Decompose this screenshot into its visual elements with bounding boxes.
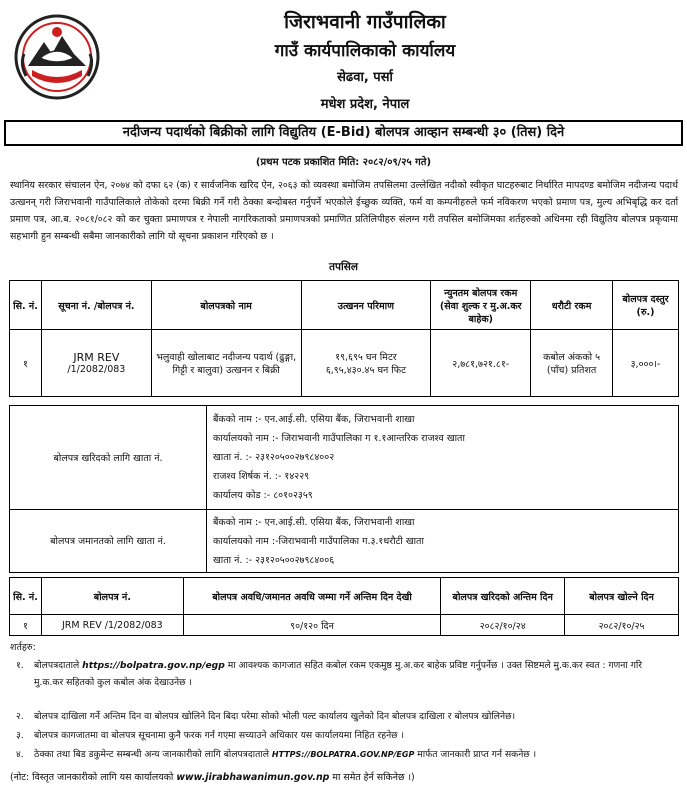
header-cell: बोलपत्र दस्तुर (रु.): [613, 281, 679, 330]
header-cell: बोलपत्र खोल्ने दिन: [565, 578, 679, 615]
bid-dates-table: [9, 577, 679, 636]
term-text: बोलपत्र कागजातमा वा बोलपत्र सूचनामा कुनै फरक गर्न गएमा सच्याउने अधिकार यस कार्यालयमा निहित रहनेछ ।: [34, 730, 405, 741]
term-text-pre: बोलपत्रदाताले: [34, 660, 83, 671]
footer-note: [10, 770, 678, 783]
term-number: ४.: [16, 749, 24, 760]
account-number: खाता नं. :- २३१२०५००२७९८४००२: [213, 452, 335, 463]
quantity-ft3: ६,९५,४३०.४५ घन फिट: [325, 365, 406, 376]
min-amount-cell: २,७८१,७२१.८१-: [431, 330, 531, 397]
header-cell: सूचना नं. /बोलपत्र नं.: [41, 281, 151, 330]
header-cell: न्युनतम बोलपत्र रकम (सेवा शुल्क र मु.अ.कर बाहेक): [431, 281, 531, 330]
deposit-cell: कबोल अंकको ५ (पाँच) प्रतिशत: [531, 330, 613, 397]
header-cell: बोलपत्र अवधि/जमानत अवधि जम्मा गर्ने अन्तिम दिन देखी: [183, 578, 441, 615]
notice-title-banner: नदीजन्य पदार्थको बिक्रीको लागि विद्युतिय (E-Bid) बोलपत्र आव्हान सम्बन्धी ३० (तिस) दिने: [4, 120, 683, 146]
province-country: मधेश प्रदेश, नेपाल: [320, 97, 410, 112]
office-code: कार्यालय कोड :- ८०१०२३५९: [213, 490, 313, 501]
deposit-account-row: [10, 509, 678, 572]
office-account-name: कार्यालयको नाम :-जिराभवानी गाउँपालिका ग.३.१धरौटी खाता: [213, 536, 424, 547]
revenue-heading-number: राजश्व शिर्षक नं. :- १४२२९: [213, 471, 310, 482]
header-cell: सि. नं.: [10, 578, 42, 615]
purchase-deadline-cell: २०८२/१०/२४: [441, 615, 565, 636]
intro-paragraph: स्थानिय सरकार संचालन ऐन, २०७४ को दफा ६२ (क) र सार्वजनिक खरिद ऐन, २०६३ को व्यवस्था बमोजिम तपसिलमा उल्लेखित नदीको स्वीकृत घाटहरुबाट निर्धारित मापदण्ड बमोजिम नदीजन्य पदार्थ उत्खनन् गरी जिराभवानी गाउँपालिकाले तोकेको दरमा बिक्री गर्ने गरी ठेक्का बन्दोबस्त गर्नुपर्ने भएकोले ईच्छुक व्यक्ति, फर्म वा कम्पनीहरुले फर्म नविकरण भएको प्रमाण पत्र, मुल्य अभिबृद्धि कर दर्ता प्रमाण पत्र, आ.ब. २०८१/०८२ को कर चुक्ता प्रमाणपत्र र नेपाली नागरिकताको प्रमाणपत्रको प्रमाणित प्रतिलिपीहरु संलग्न गरी तपसिल बमोजिमका शर्तहरुको अधिनमा रही विद्युतिय बोलपत्र प्रकृयामा सहभागी हुन सम्बन्धी सबैमा जानकारीको लागि यो सूचना प्रकाशन गरिएको छ ।: [10, 180, 678, 242]
office-account-name: कार्यालयको नाम :- जिराभवानी गाउँपालिका ग १.१आन्तरिक राजश्व खाता: [213, 433, 465, 444]
term-text-post: मार्फत जानकारी प्राप्त गर्न सकनेछ ।: [414, 749, 537, 760]
website-link[interactable]: www.jirabhawanimun.gov.np: [176, 772, 330, 783]
serial-cell: १: [10, 615, 42, 636]
egp-link[interactable]: https://bolpatra.gov.np/egp: [82, 660, 225, 671]
header-cell: बोलपत्र खरिदको अन्तिम दिन: [441, 578, 565, 615]
deposit-account-label: बोलपत्र जमानतको लागि खाता नं.: [10, 509, 207, 572]
schedule-heading: तपसिल: [329, 261, 358, 273]
account-number: खाता नं. :- २३१२०५००२७९८४००६: [213, 555, 335, 566]
municipality-name: जिराभवानी गाउँपालिका: [284, 11, 446, 33]
bid-number-cell: JRM REV /1/2082/083: [41, 615, 183, 636]
office-location: सेढवा, पर्सा: [337, 70, 393, 85]
term-text: [34, 746, 674, 763]
table-header-row: [10, 578, 679, 615]
fee-cell: ३,०००।-: [613, 330, 679, 397]
bid-name-cell: भलुवाही खोलाबाट नदीजन्य पदार्थ (ढुङ्गा, गिट्टी र बालुवा) उत्खनन र बिक्री: [151, 330, 301, 397]
purchase-account-details: [213, 410, 673, 505]
table-header-row: [10, 281, 679, 330]
bank-name: बैंकको नाम :- एन.आई.सी. एसिया बैंक, जिराभवानी शाखा: [213, 517, 415, 528]
quantity-cell: [301, 330, 431, 397]
term-text: बोलपत्र दाखिला गर्ने अन्तिम दिन वा बोलपत्र खोलिने दिन बिदा परेमा सोको भोली पल्ट कार्यालय खुलेको दिन बोलपत्र दाखिला र बोलपत्र खोलिनेछ।: [34, 711, 516, 722]
note-post: मा समेत हेर्न सकिनेछ ।): [329, 772, 415, 783]
deposit-account-details: [213, 513, 673, 570]
bid-details-table: [9, 280, 679, 397]
egp-link[interactable]: HTTPS://BOLPATRA.GOV.NP/EGP: [271, 750, 415, 759]
header-cell: धरौटी रकम: [531, 281, 613, 330]
letterhead: [0, 0, 687, 118]
term-number: ३.: [16, 730, 24, 741]
purchase-account-row: [10, 406, 678, 510]
header-cell: उत्खनन परिमाण: [301, 281, 431, 330]
header-cell: बोलपत्रको नाम: [151, 281, 301, 330]
bank-accounts-box: [9, 405, 679, 573]
validity-cell: ९०/१२० दिन: [183, 615, 441, 636]
term-text-post: मा आवश्यक कागजात सहित कबोल रकम एकमुष्ठ मु.अ.कर बाहेक प्रविष्ट गर्नुपर्नेछ । उक्त सिष्टमले मु.क.कर स्वत : गणना गरि मु.क.कर सहितको कुल कबोल अंक देखाउनेछ ।: [34, 660, 643, 688]
table-row: [10, 615, 679, 636]
term-number: २.: [16, 711, 24, 722]
header-cell: बोलपत्र नं.: [41, 578, 183, 615]
terms-heading: शर्तहरु:: [10, 642, 36, 653]
quantity-m3: १९,६९५ घन मिटर: [335, 352, 397, 363]
serial-cell: १: [10, 330, 42, 397]
office-name: गाउँ कार्यपालिकाको कार्यालय: [274, 41, 456, 61]
notice-number-b: /1/2082/083: [67, 364, 126, 375]
table-row: [10, 330, 679, 397]
purchase-account-label: बोलपत्र खरिदको लागि खाता नं.: [10, 406, 207, 509]
opening-date-cell: २०८२/१०/२५: [565, 615, 679, 636]
note-pre: (नोट: विस्तृत जानकारीको लागि यस कार्यालयको: [10, 772, 177, 783]
term-number: १.: [16, 660, 24, 671]
notice-number-cell: [41, 330, 151, 397]
nepal-emblem-icon: [14, 14, 100, 100]
header-cell: सि. नं.: [10, 281, 42, 330]
bank-name: बैंकको नाम :- एन.आई.सी. एसिया बैंक, जिराभवानी शाखा: [213, 414, 415, 425]
term-text: [34, 657, 674, 691]
first-published-date: (प्रथम पटक प्रकाशित मिति: २०८२/०९/२५ गते): [255, 157, 432, 168]
term-item: [10, 657, 678, 691]
notice-number-a: JRM REV: [73, 351, 120, 364]
term-text-pre: ठेक्का तथा बिड डकुमेन्ट सम्बन्धी अन्य जानकारीको लागि बोलपत्रदाताले: [34, 749, 272, 760]
